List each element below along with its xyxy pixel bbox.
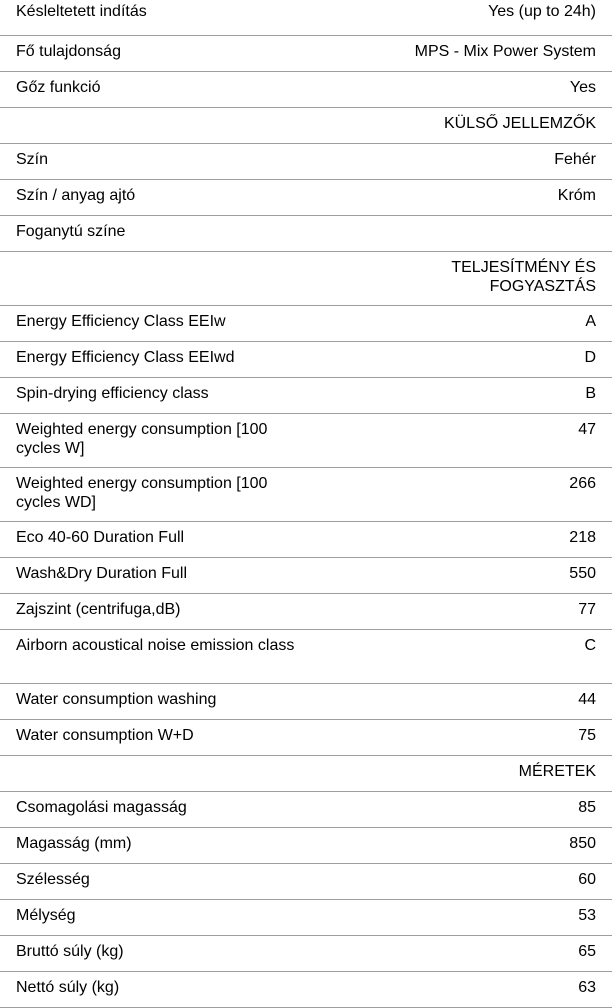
spec-value: Yes (569, 79, 596, 96)
section-title: MÉRETEK (518, 763, 596, 780)
spec-row (0, 0, 612, 36)
spec-row (0, 900, 612, 936)
spec-row (0, 972, 612, 1008)
spec-value: 218 (569, 529, 596, 546)
spec-label: Nettó súly (kg) (16, 979, 120, 996)
spec-label: Weighted energy consumption [100 cycles W] (16, 421, 268, 457)
spec-row (0, 630, 612, 684)
spec-value: Yes (up to 24h) (488, 3, 596, 20)
spec-row (0, 306, 612, 342)
spec-value: 266 (569, 475, 596, 492)
spec-label: Energy Efficiency Class EEIwd (16, 349, 235, 366)
spec-label: Szín / anyag ajtó (16, 187, 136, 204)
spec-value: C (584, 637, 596, 654)
spec-label: Airborn acoustical noise emission class (16, 637, 295, 654)
spec-value: Króm (557, 187, 596, 204)
spec-label: Spin-drying efficiency class (16, 385, 209, 402)
spec-value: MPS - Mix Power System (414, 43, 596, 60)
spec-row (0, 792, 612, 828)
spec-label: Csomagolási magasság (16, 799, 187, 816)
spec-row (0, 342, 612, 378)
spec-row (0, 828, 612, 864)
spec-label: Magasság (mm) (16, 835, 132, 852)
spec-row (0, 720, 612, 756)
section-header-row (0, 252, 612, 306)
spec-label: Késleltetett indítás (16, 3, 147, 20)
section-title: KÜLSŐ JELLEMZŐK (443, 115, 596, 132)
spec-value: 47 (578, 421, 596, 438)
spec-value: B (585, 385, 596, 402)
spec-value: 850 (569, 835, 596, 852)
spec-row (0, 522, 612, 558)
spec-label: Energy Efficiency Class EEIw (16, 313, 226, 330)
spec-label: Water consumption W+D (16, 727, 194, 744)
spec-value: 75 (578, 727, 596, 744)
spec-row (0, 180, 612, 216)
spec-row (0, 468, 612, 522)
spec-label: Szélesség (16, 871, 90, 888)
section-title: TELJESÍTMÉNY ÉS FOGYASZTÁS (451, 259, 596, 295)
spec-label: Bruttó súly (kg) (16, 943, 124, 960)
spec-row (0, 378, 612, 414)
spec-label: Szín (16, 151, 49, 168)
spec-value: D (584, 349, 596, 366)
spec-row (0, 414, 612, 468)
spec-value: 550 (569, 565, 596, 582)
spec-label: Water consumption washing (16, 691, 217, 708)
spec-label: Mélység (16, 907, 76, 924)
spec-value: 53 (578, 907, 596, 924)
spec-value: A (585, 313, 596, 330)
spec-row (0, 216, 612, 252)
spec-label: Foganytú színe (16, 223, 126, 240)
section-header-row (0, 756, 612, 792)
spec-value: 85 (578, 799, 596, 816)
spec-label: Eco 40-60 Duration Full (16, 529, 185, 546)
spec-label: Zajszint (centrifuga,dB) (16, 601, 181, 618)
spec-row (0, 36, 612, 72)
spec-value: 63 (578, 979, 596, 996)
spec-value: 60 (578, 871, 596, 888)
spec-label: Gőz funkció (16, 79, 101, 96)
spec-label: Weighted energy consumption [100 cycles WD] (16, 475, 268, 511)
spec-label: Fő tulajdonság (16, 43, 121, 60)
spec-row (0, 144, 612, 180)
spec-value: 44 (578, 691, 596, 708)
section-header-row (0, 108, 612, 144)
spec-row (0, 558, 612, 594)
spec-value: 65 (578, 943, 596, 960)
spec-value: Fehér (554, 151, 596, 168)
spec-row (0, 594, 612, 630)
spec-row (0, 72, 612, 108)
spec-row (0, 936, 612, 972)
spec-row (0, 684, 612, 720)
spec-value: 77 (578, 601, 596, 618)
spec-label: Wash&Dry Duration Full (16, 565, 188, 582)
spec-row (0, 864, 612, 900)
